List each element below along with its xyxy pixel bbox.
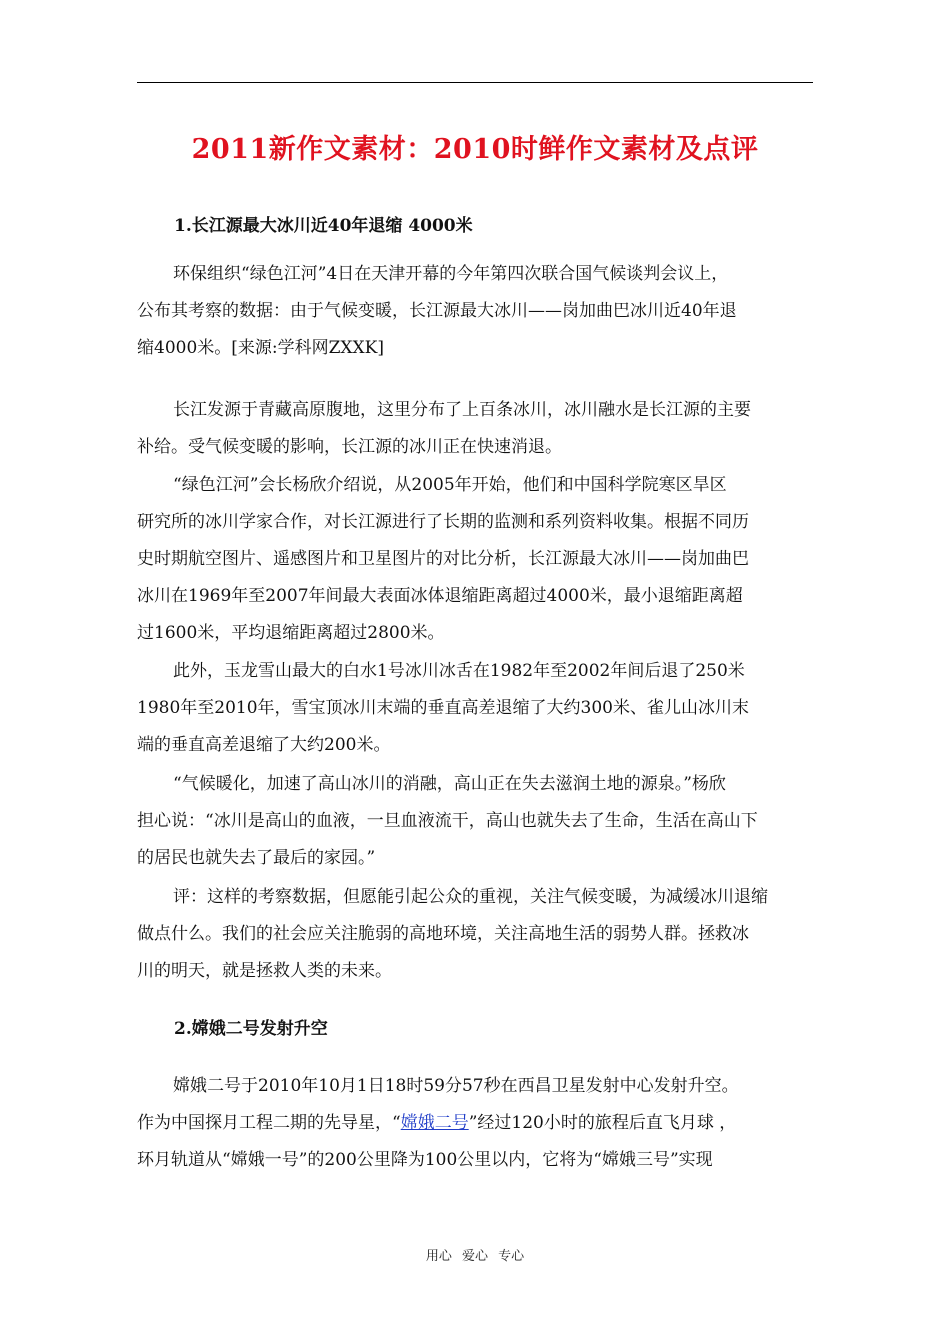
text-line: 端的垂直高差退缩了大约200米。 — [137, 735, 391, 755]
text-line: 过1600米，平均退缩距离超过2800米。 — [137, 623, 445, 643]
section1-paragraph-4 — [137, 653, 813, 764]
text-line: 此外，玉龙雪山最大的白水1号冰川冰舌在1982年至2002年间后退了250米 — [173, 661, 745, 681]
text-line: 公布其考察的数据：由于气候变暖，长江源最大冰川——岗加曲巴冰川近40年退 — [137, 301, 737, 321]
text-line: 1980年至2010年，雪宝顶冰川末端的垂直高差退缩了大约300米、雀儿山冰川末 — [137, 698, 749, 718]
document-title: 2011新作文素材：2010时鲜作文素材及点评 — [191, 134, 759, 165]
section1-commentary — [137, 879, 813, 990]
text-line: 冰川在1969年至2007年间最大表面冰体退缩距离超过4000米，最小退缩距离超 — [137, 586, 743, 606]
text-segment: 作为中国探月工程二期的先导星，“ — [137, 1113, 401, 1133]
text-line: 的居民也就失去了最后的家园。” — [137, 848, 376, 868]
change-2-link[interactable]: 嫦娥二号 — [400, 1113, 469, 1133]
text-segment: ”经过120小时的旅程后直飞月球 ， — [468, 1113, 737, 1133]
header-rule — [137, 82, 813, 83]
section1-heading: 1.长江源最大冰川近40年退缩 4000米 — [174, 216, 473, 236]
text-line: 评：这样的考察数据，但愿能引起公众的重视，关注气候变暖，为减缓冰川退缩 — [173, 887, 768, 907]
section1-paragraph-2 — [137, 392, 813, 466]
page-footer: 用心 爱心 专心 — [425, 1249, 525, 1264]
text-line: “气候暖化，加速了高山冰川的消融，高山正在失去滋润土地的源泉。”杨欣 — [173, 774, 726, 794]
text-line: 缩4000米。[来源:学科网ZXXK] — [137, 338, 384, 358]
text-line: 补给。受气候变暖的影响，长江源的冰川正在快速消退。 — [137, 437, 562, 457]
text-line: 嫦娥二号于2010年10月1日18时59分57秒在西昌卫星发射中心发射升空。 — [173, 1076, 739, 1096]
text-line: 研究所的冰川学家合作，对长江源进行了长期的监测和系列资料收集。根据不同历 — [137, 512, 749, 532]
section1-paragraph-5 — [137, 766, 813, 877]
section1-paragraph-1 — [137, 256, 813, 367]
text-line: 做点什么。我们的社会应关注脆弱的高地环境，关注高地生活的弱势人群。拯救冰 — [137, 924, 749, 944]
text-line: 环月轨道从“嫦娥一号”的200公里降为100公里以内，它将为“嫦娥三号”实现 — [137, 1150, 713, 1170]
section1-paragraph-3 — [137, 467, 813, 652]
section2-heading: 2.嫦娥二号发射升空 — [174, 1019, 328, 1039]
section2-paragraph-1 — [137, 1068, 813, 1179]
text-line: 川的明天，就是拯救人类的未来。 — [137, 961, 392, 981]
text-line: “绿色江河”会长杨欣介绍说，从2005年开始，他们和中国科学院寒区旱区 — [173, 475, 727, 495]
text-line: 环保组织“绿色江河”4日在天津开幕的今年第四次联合国气候谈判会议上， — [173, 264, 729, 284]
text-line — [137, 1105, 813, 1142]
text-line: 担心说：“冰川是高山的血液，一旦血液流干，高山也就失去了生命，生活在高山下 — [137, 811, 758, 831]
text-line: 史时期航空图片、遥感图片和卫星图片的对比分析，长江源最大冰川——岗加曲巴 — [137, 549, 749, 569]
text-line: 长江发源于青藏高原腹地，这里分布了上百条冰川，冰川融水是长江源的主要 — [173, 400, 751, 420]
